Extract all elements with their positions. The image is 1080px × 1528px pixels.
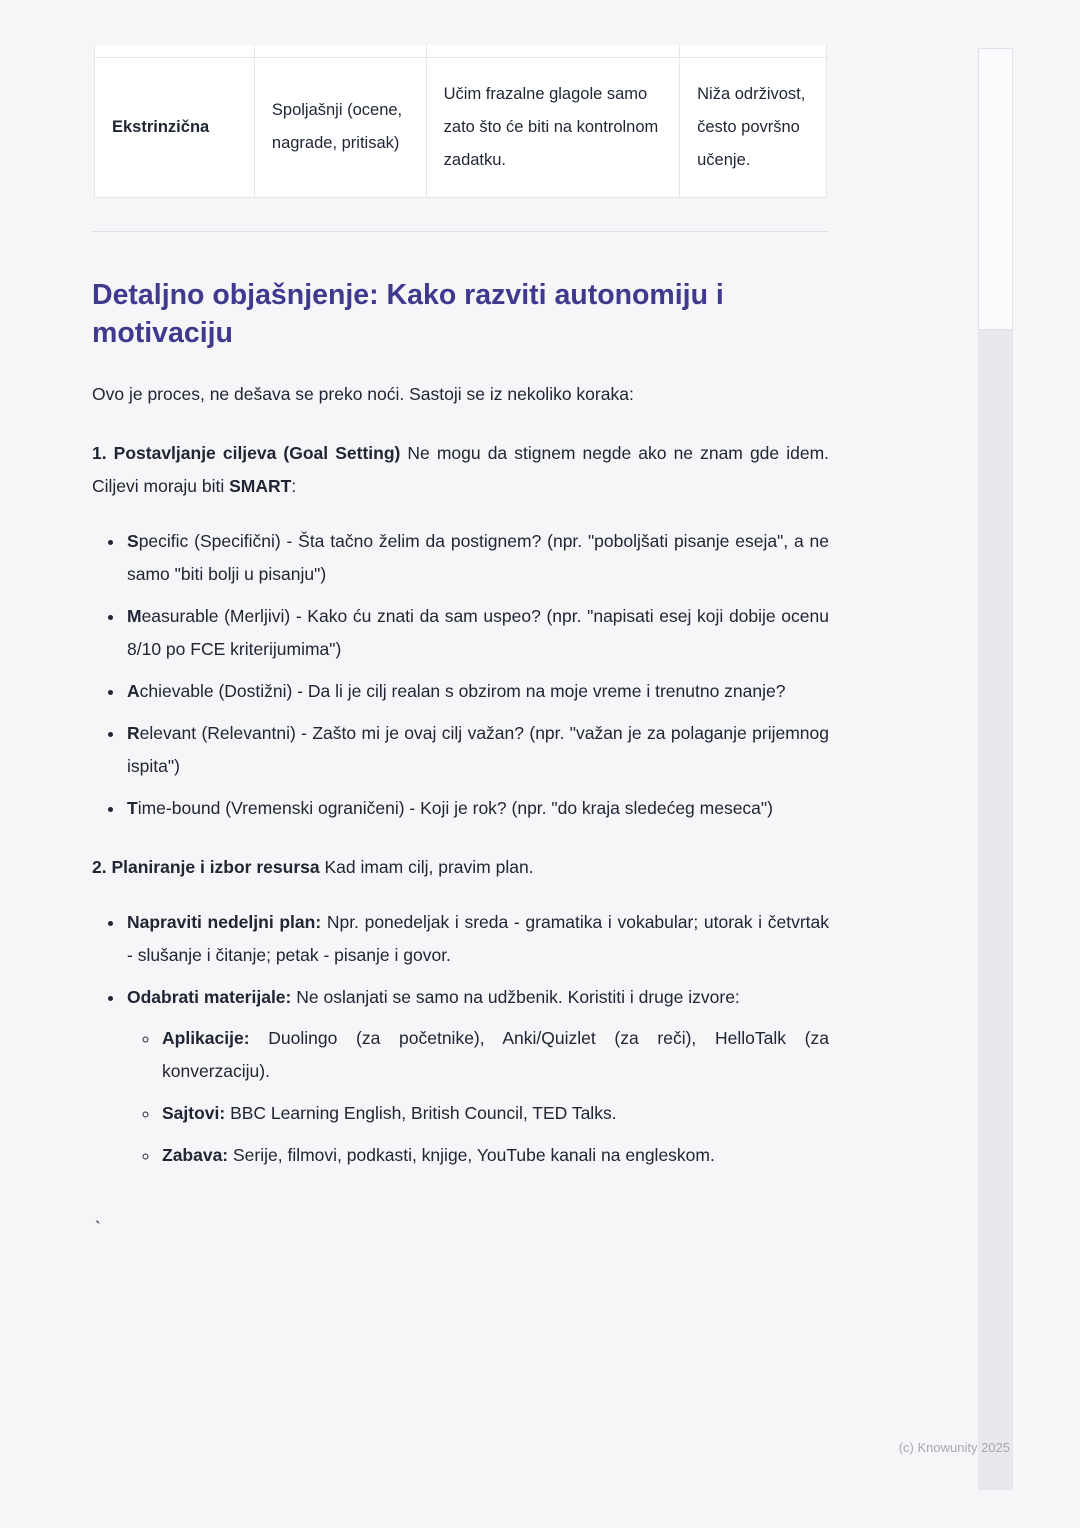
table-cell-cut	[254, 45, 426, 57]
item-text: elevant (Relevantni) - Zašto mi je ovaj cilj važan? (npr. "važan je za polaganje prijemnog ispita")	[127, 722, 829, 776]
list-item-fun	[160, 1139, 829, 1172]
item-text: Npr. ponedeljak i sreda - gramatika i vokabular; utorak i četvrtak - slušanje i čitanje; petak - pisanje i govor.	[127, 911, 829, 965]
list-item-achievable	[125, 675, 829, 708]
list-item-specific	[125, 525, 829, 591]
resource-list	[127, 1022, 829, 1172]
scrollbar-thumb[interactable]	[978, 48, 1013, 330]
step2-lead: 2. Planiranje i izbor resursa	[92, 856, 320, 877]
item-lead: Aplikacije:	[162, 1027, 250, 1048]
document-page	[92, 45, 829, 1245]
step1-lead: 1. Postavljanje ciljeva (Goal Setting)	[92, 442, 401, 463]
table-row-cut	[95, 45, 827, 57]
list-item-timebound	[125, 792, 829, 825]
list-item-materials	[125, 981, 829, 1172]
item-text: Duolingo (za početnike), Anki/Quizlet (za reči), HelloTalk (za konverzaciju).	[162, 1027, 829, 1081]
list-item-relevant	[125, 717, 829, 783]
item-lead: S	[127, 530, 139, 551]
item-text: pecific (Specifični) - Šta tačno želim da postignem? (npr. "poboljšati pisanje eseja", a ne samo "biti bolji u pisanju")	[127, 530, 829, 584]
table-row	[95, 57, 827, 197]
table-cell-cut	[426, 45, 679, 57]
copyright-footer: (c) Knowunity 2025	[898, 1440, 1010, 1455]
item-text: easurable (Merljivi) - Kako ću znati da sam uspeo? (npr. "napisati esej koji dobije ocenu 8/10 po FCE kriterijumima")	[127, 605, 829, 659]
step1-tail: :	[291, 475, 297, 496]
intro-paragraph: Ovo je proces, ne dešava se preko noći. Sastoji se iz nekoliko koraka:	[92, 383, 634, 404]
step2-text: Kad imam cilj, pravim plan.	[319, 856, 534, 877]
item-lead: Zabava:	[162, 1144, 229, 1165]
item-text: Ne oslanjati se samo na udžbenik. Koristiti i druge izvore:	[291, 986, 740, 1007]
item-text: chievable (Dostižni) - Da li je cilj realan s obzirom na moje vreme i trenutno znanje?	[139, 680, 786, 701]
list-item-sites	[160, 1097, 829, 1130]
list-item-measurable	[125, 600, 829, 666]
step2-paragraph	[92, 851, 829, 884]
plan-list	[92, 906, 829, 1172]
item-text: Serije, filmovi, podkasti, knjige, YouTube kanali na engleskom.	[228, 1144, 715, 1165]
table-cell-effect: Niža održivost, često površno učenje.	[680, 57, 827, 197]
table-cell-cut	[95, 45, 255, 57]
section-divider	[92, 231, 829, 232]
scrollbar[interactable]	[978, 48, 1013, 1490]
table-cell-motivation-type: Ekstrinzična	[95, 57, 255, 197]
item-lead: A	[127, 680, 140, 701]
item-lead: T	[127, 797, 138, 818]
stray-backtick: `	[95, 1217, 101, 1238]
item-lead: Sajtovi:	[162, 1102, 226, 1123]
table-cell-example: Učim frazalne glagole samo zato što će biti na kontrolnom zadatku.	[426, 57, 679, 197]
list-item-apps	[160, 1022, 829, 1088]
item-text: ime-bound (Vremenski ograničeni) - Koji je rok? (npr. "do kraja sledećeg meseca")	[137, 797, 773, 818]
section-heading: Detaljno objašnjenje: Kako razviti autonomiju i motivaciju	[92, 278, 724, 349]
item-lead: Odabrati materijale:	[127, 986, 292, 1007]
table-cell-cut	[680, 45, 827, 57]
step1-text: Ne mogu da stignem negde ako ne znam gde idem. Ciljevi moraju biti	[92, 442, 830, 496]
item-text: BBC Learning English, British Council, TED Talks.	[225, 1102, 617, 1123]
item-lead: M	[127, 605, 142, 626]
table-cell-source: Spoljašnji (ocene, nagrade, pritisak)	[254, 57, 426, 197]
item-lead: Napraviti nedeljni plan:	[127, 911, 322, 932]
step1-emphasis: SMART	[229, 475, 292, 496]
list-item-weekly-plan	[125, 906, 829, 972]
smart-list	[92, 525, 829, 825]
step1-paragraph	[92, 437, 829, 503]
motivation-table	[94, 45, 827, 198]
item-lead: R	[127, 722, 140, 743]
